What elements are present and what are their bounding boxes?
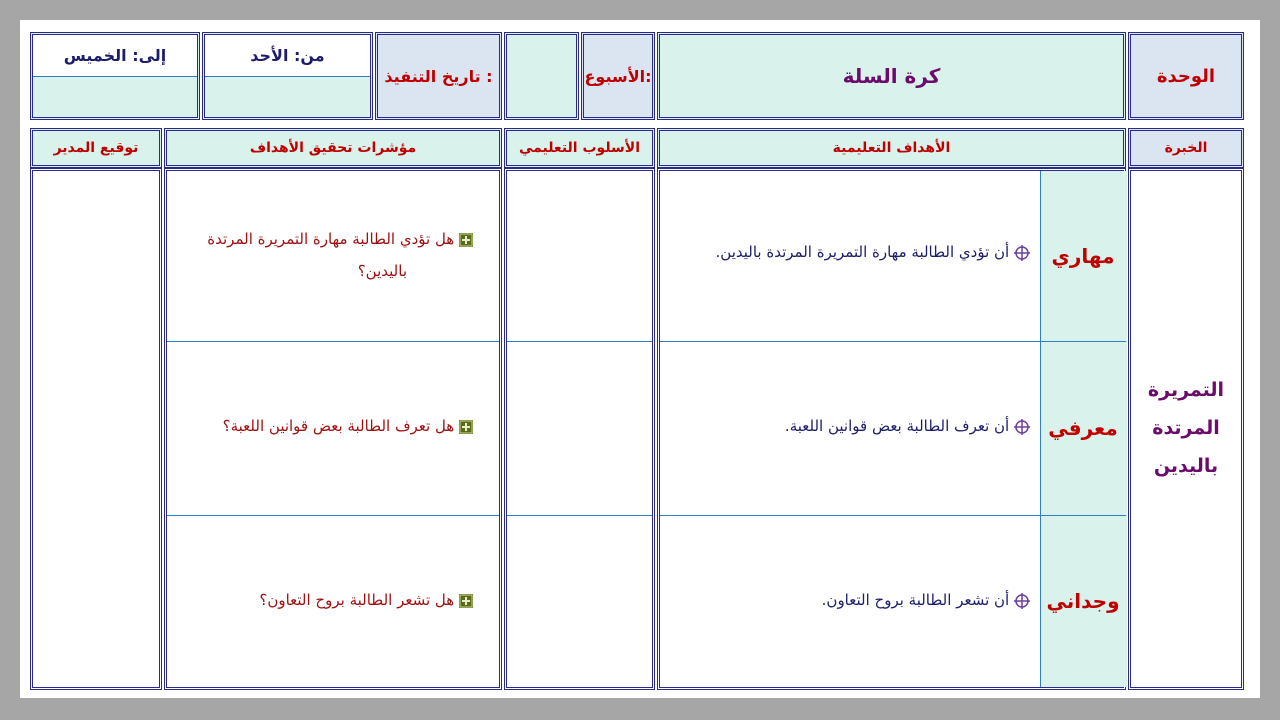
experience-line-1: التمريرة: [1147, 379, 1225, 401]
domain-affective: وجداني: [1046, 589, 1120, 613]
experience-line-2: المرتدة: [1152, 417, 1220, 439]
indicator-row-2: هل تعرف الطالبة بعض قوانين اللعبة؟: [173, 417, 473, 435]
crosshair-icon: [1014, 593, 1030, 609]
objective-row-2: أن تعرف الطالبة بعض قوانين اللعبة.: [670, 417, 1030, 435]
exec-date-label-cell: [375, 32, 502, 120]
to-label: إلى: الخميس: [63, 46, 167, 65]
objectives-cell: [657, 168, 1126, 690]
domain-skill: مهاري: [1051, 244, 1115, 268]
week-label-cell: [581, 32, 655, 120]
objective-row-1: أن تؤدي الطالبة مهارة التمريرة المرتدة باليدين.: [670, 243, 1030, 261]
bullet-square-icon: [459, 233, 473, 247]
crosshair-icon: [1014, 245, 1030, 261]
from-label: من: الأحد: [250, 46, 325, 65]
indicator-row-3: هل تشعر الطالبة بروح التعاون؟: [173, 591, 473, 609]
col-experience-header: الخبرة: [1128, 128, 1244, 168]
unit-label-cell: [1128, 32, 1244, 120]
lesson-plan-sheet: [20, 20, 1260, 698]
col-indicators-header: مؤشرات تحقيق الأهداف: [164, 128, 502, 168]
unit-value: كرة السلة: [842, 64, 941, 88]
signature-cell: [30, 168, 162, 690]
indicators-cell: [164, 168, 502, 690]
bullet-square-icon: [459, 420, 473, 434]
unit-label: الوحدة: [1156, 65, 1216, 87]
experience-cell: [1128, 168, 1244, 690]
col-signature-header: توقيع المدير: [30, 128, 162, 168]
col-method-header: الأسلوب التعليمي: [504, 128, 655, 168]
unit-value-cell: [657, 32, 1126, 120]
experience-line-3: باليدين: [1153, 455, 1219, 477]
from-cell: [202, 32, 373, 120]
to-cell: [30, 32, 200, 120]
method-cell: [504, 168, 655, 690]
exec-date-label: تاريخ التنفيذ :: [384, 66, 493, 86]
objective-row-3: أن تشعر الطالبة بروح التعاون.: [670, 591, 1030, 609]
indicator-row-1: هل تؤدي الطالبة مهارة التمريرة المرتدة باليدين؟: [173, 223, 473, 287]
crosshair-icon: [1014, 419, 1030, 435]
domain-knowledge: معرفي: [1048, 416, 1118, 440]
week-label: الأسبوع:: [584, 66, 652, 86]
week-value-cell: [504, 32, 579, 120]
bullet-square-icon: [459, 594, 473, 608]
col-objectives-header: الأهداف التعليمية: [657, 128, 1126, 168]
